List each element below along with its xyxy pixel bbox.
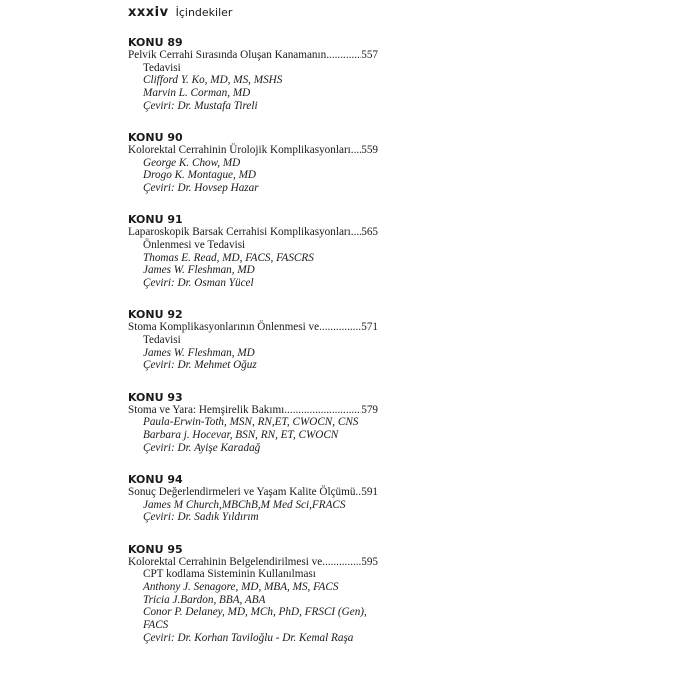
- author-line: Thomas E. Read, MD, FACS, FASCRS: [143, 251, 314, 264]
- translator-line: Çeviri: Dr. Osman Yücel: [143, 277, 254, 290]
- chapter-title-line[interactable]: [128, 486, 378, 499]
- toc-section: [128, 391, 378, 455]
- dot-leader: [351, 226, 361, 239]
- chapter-number: KONU 95: [128, 542, 183, 556]
- chapter-title: Stoma Komplikasyonlarının Önlenmesi ve: [128, 321, 320, 334]
- toc-section: [128, 473, 378, 524]
- toc-section: [128, 308, 378, 372]
- chapter-page-number: 557: [361, 49, 378, 61]
- translator-line: Çeviri: Dr. Hovsep Hazar: [143, 182, 259, 195]
- chapter-page-number: 595: [361, 555, 378, 568]
- chapter-title: Laparoskopik Barsak Cerrahisi Komplikasyonları: [128, 226, 351, 239]
- running-title: İçindekiler: [175, 6, 233, 19]
- toc-section: [128, 213, 378, 290]
- translator-line: Çeviri: Dr. Mehmet Oğuz: [143, 359, 257, 372]
- chapter-number: KONU 90: [128, 131, 183, 145]
- chapter-page-number: 591: [361, 485, 378, 498]
- chapter-page-number: 579: [361, 403, 378, 416]
- chapter-title: Pelvik Cerrahi Sırasında Oluşan Kanamanın: [128, 49, 327, 61]
- chapter-title: Kolorektal Cerrahinin Belgelendirilmesi ve: [128, 555, 323, 568]
- author-line: FACS: [143, 619, 169, 632]
- chapter-page-number: 565: [361, 226, 378, 239]
- dot-leader: [319, 321, 361, 334]
- author-line: Conor P. Delaney, MD, MCh, PhD, FRSCI (Gen),: [143, 606, 367, 619]
- chapter-page-number: 571: [361, 321, 378, 334]
- toc-section: [128, 36, 378, 113]
- chapter-title: Sonuç Değerlendirmeleri ve Yaşam Kalite Ölçümü: [128, 485, 356, 498]
- chapter-title: Kolorektal Cerrahinin Ürolojik Komplikasyonları: [128, 144, 351, 157]
- author-line: George K. Chow, MD: [143, 156, 241, 169]
- chapter-title-line[interactable]: [128, 144, 378, 157]
- translator-line: Çeviri: Dr. Korhan Taviloğlu - Dr. Kemal Raşa: [143, 631, 354, 644]
- chapter-title-continuation: Tedavisi: [143, 334, 181, 347]
- author-line: Marvin L. Corman, MD: [143, 87, 251, 100]
- chapter-number: KONU 89: [128, 36, 183, 49]
- author-line: Anthony J. Senagore, MD, MBA, MS, FACS: [143, 580, 339, 593]
- author-line: Paula-Erwin-Toth, MSN, RN,ET, CWOCN, CNS: [143, 416, 359, 429]
- author-line: James M Church,MBChB,M Med Sci,FRACS: [143, 498, 346, 511]
- toc-section: [128, 543, 378, 645]
- dot-leader: [322, 556, 361, 569]
- chapter-number: KONU 93: [128, 390, 183, 404]
- chapter-number: KONU 92: [128, 308, 183, 322]
- author-line: Tricia J.Bardon, BBA, ABA: [143, 593, 266, 606]
- author-line: Drogo K. Montague, MD: [143, 169, 257, 182]
- chapter-title-continuation: CPT kodlama Sisteminin Kullanılması: [143, 568, 316, 581]
- chapter-title-line[interactable]: [128, 556, 378, 569]
- dot-leader: [326, 49, 361, 62]
- translator-line: Çeviri: Dr. Ayişe Karadağ: [143, 441, 261, 454]
- author-line: James W. Fleshman, MD: [143, 264, 255, 277]
- dot-leader: [351, 144, 361, 157]
- chapter-title-continuation: Tedavisi: [143, 61, 181, 74]
- toc-section: [128, 131, 378, 195]
- chapter-number: KONU 94: [128, 472, 183, 486]
- translator-line: Çeviri: Dr. Mustafa Tireli: [143, 99, 258, 112]
- author-line: Clifford Y. Ko, MD, MS, MSHS: [143, 74, 283, 87]
- chapter-title: Stoma ve Yara: Hemşirelik Bakımı: [128, 403, 285, 416]
- page-header: [128, 5, 232, 20]
- author-line: James W. Fleshman, MD: [143, 346, 255, 359]
- chapter-title-line[interactable]: [128, 49, 378, 62]
- chapter-title-continuation: Önlenmesi ve Tedavisi: [143, 239, 246, 252]
- author-line: Barbara j. Hocevar, BSN, RN, ET, CWOCN: [143, 429, 339, 442]
- chapter-number: KONU 91: [128, 213, 183, 227]
- chapter-page-number: 559: [361, 144, 378, 157]
- chapter-title-line[interactable]: [128, 404, 378, 417]
- dot-leader: [284, 404, 361, 417]
- page-number: xxxiv: [128, 5, 169, 20]
- chapter-title-line[interactable]: [128, 321, 378, 334]
- table-of-contents: [128, 36, 378, 663]
- chapter-title-line[interactable]: [128, 226, 378, 239]
- translator-line: Çeviri: Dr. Sadık Yıldırım: [143, 511, 259, 524]
